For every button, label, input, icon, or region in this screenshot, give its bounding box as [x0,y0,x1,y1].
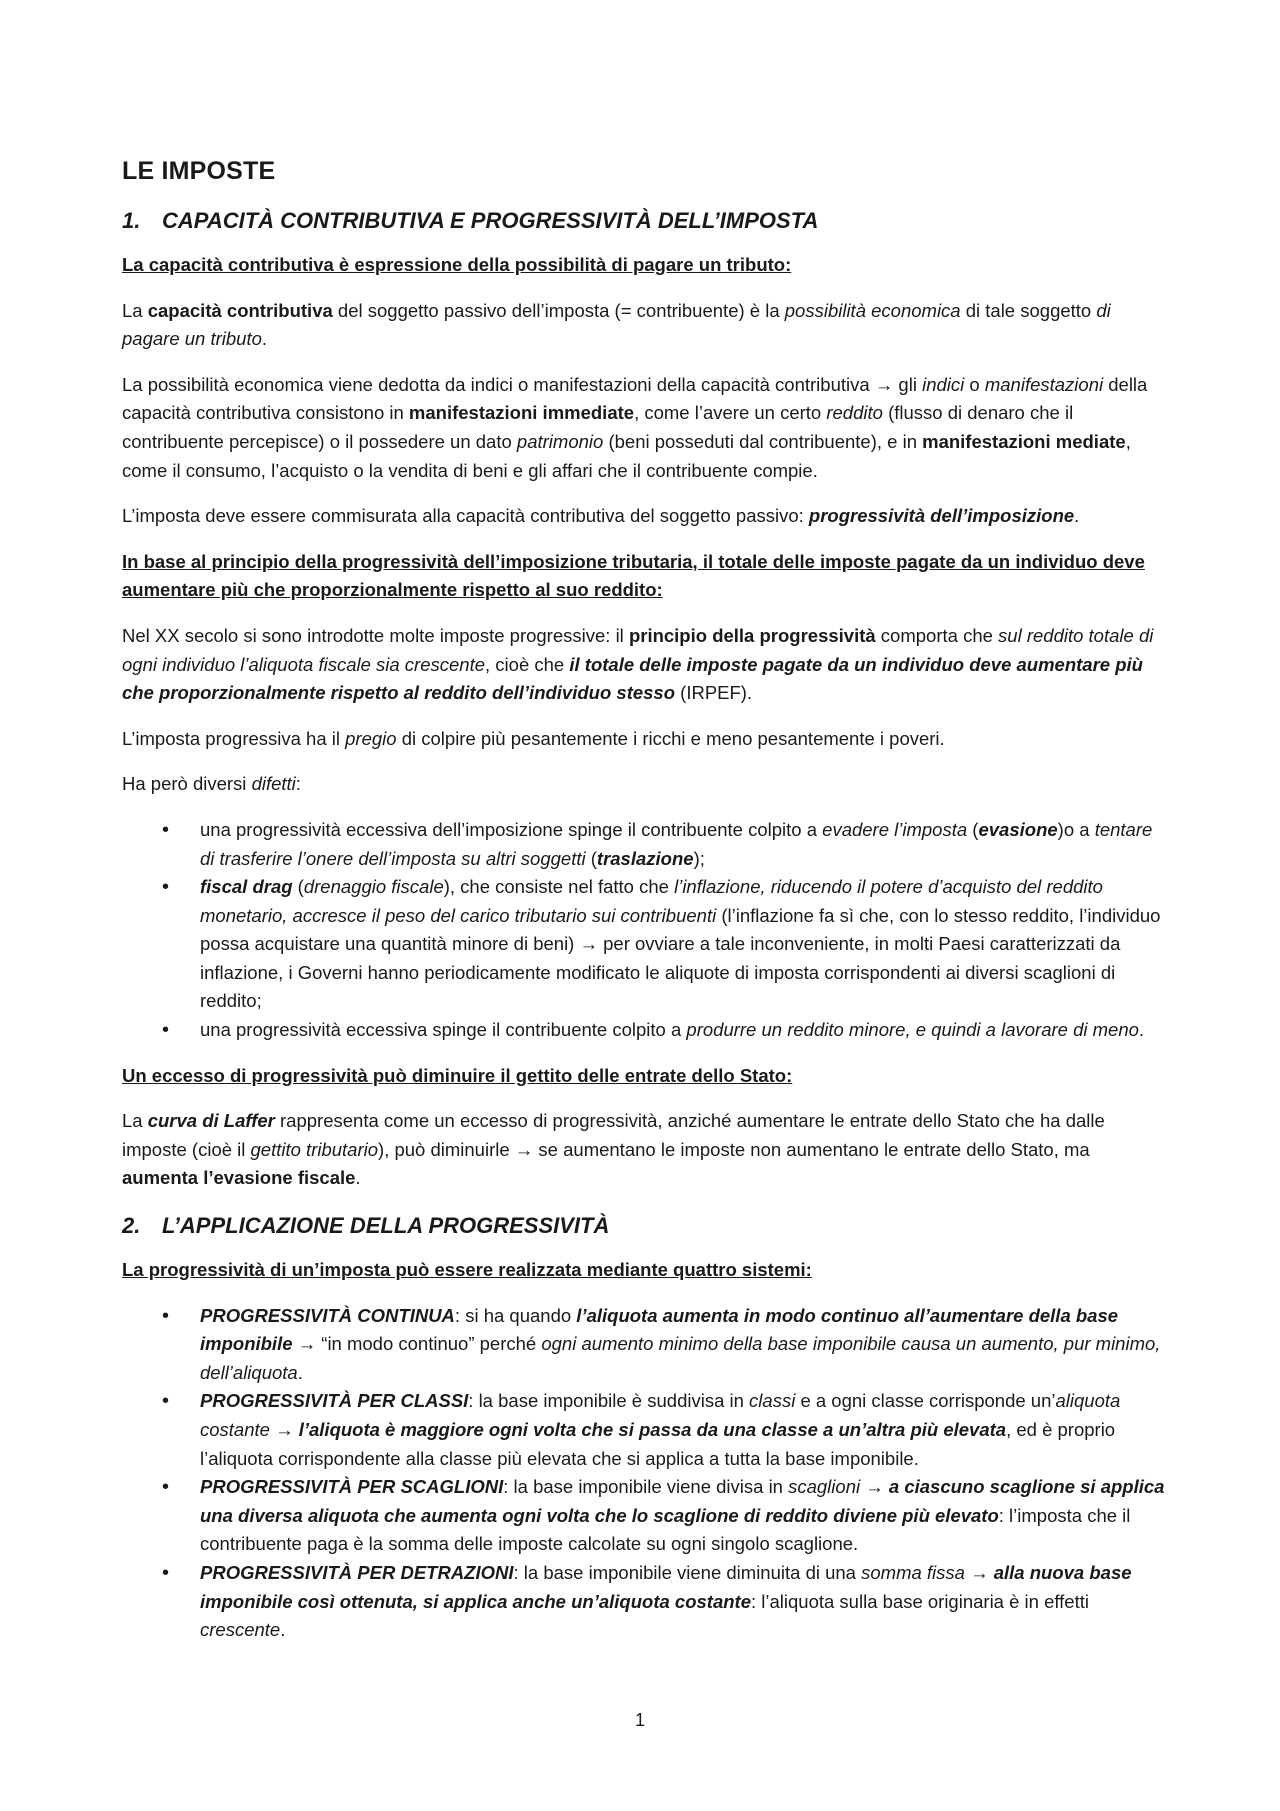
section-1-number: 1. [122,208,141,233]
arrow-icon: → [970,1561,989,1583]
paragraph-difetti: Ha però diversi difetti: [122,773,301,795]
arrow-icon: → [874,373,894,395]
list-item: • PROGRESSIVITÀ PER SCAGLIONI: la base imponibile viene divisa in scaglioni → a ciascuno scaglione si applica una diversa aliquota che aumenta ogni volta che lo scaglione di reddito diviene più elevato: l’imposta che il contribuente paga è la somma delle imposte calcolate su ogni singolo scaglione. [122,1473,1167,1559]
subheading-sistemi: La progressività di un’imposta può essere realizzata mediante quattro sistemi: [122,1259,812,1281]
subheading-eccesso: Un eccesso di progressività può diminuire il gettito delle entrate dello Stato: [122,1064,793,1086]
subheading-principio: In base al principio della progressività dell’imposizione tributaria, il totale delle imposte pagate da un individuo deve aumentare più che proporzionalmente rispetto al suo reddito: [122,550,1145,601]
list-item: • fiscal drag (drenaggio fiscale), che consiste nel fatto che l’inflazione, riducendo il potere d’acquisto del reddito monetario, accresce il peso del carico tributario sui contribuenti (l’inflazione fa sì che, con lo stesso reddito, l’individuo possa acquistare una quantità minore di beni) → per ovviare a tale inconveniente, in molti Paesi caratterizzati da inflazione, i Governi hanno periodicamente modificato le aliquote di imposta corrispondenti ai diversi scaglioni di reddito; [122,873,1167,1016]
difetti-list [122,816,1167,1045]
arrow-icon: → [514,1138,534,1160]
section-2-title: L’APPLICAZIONE DELLA PROGRESSIVITÀ [162,1213,610,1239]
arrow-icon: → [297,1333,317,1355]
arrow-icon: → [579,933,598,955]
subheading-capacita: La capacità contributiva è espressione della possibilità di pagare un tributo: [122,254,792,275]
document-title: LE IMPOSTE [122,157,276,185]
section-2-number: 2. [122,1213,141,1239]
list-item: • una progressività eccessiva dell’imposizione spinge il contribuente colpito a evadere l’imposta (evasione)o a tentare di trasferire l’onere dell’imposta su altri soggetti (traslazione); [122,816,1167,873]
list-item: • PROGRESSIVITÀ PER CLASSI: la base imponibile è suddivisa in classi e a ogni classe corrisponde un’aliquota costante → l’aliquota è maggiore ogni volta che si passa da una classe a un’altra più elevata, ed è proprio l’aliquota corrispondente alla classe più elevata che si applica a tutta la base imponibile. [122,1387,1167,1473]
list-item: • una progressività eccessiva spinge il contribuente colpito a produrre un reddito minore, e quindi a lavorare di meno. [122,1016,1167,1045]
page-content [122,154,1167,1662]
list-item: • PROGRESSIVITÀ PER DETRAZIONI: la base imponibile viene diminuita di una somma fissa → alla nuova base imponibile così ottenuta, si applica anche un’aliquota costante: l’aliquota sulla base originaria è in effetti crescente. [122,1559,1167,1645]
arrow-icon: → [275,1419,294,1440]
list-item: • PROGRESSIVITÀ CONTINUA: si ha quando l’aliquota aumenta in modo continuo all’aumentare della base imponibile → “in modo continuo” perché ogni aumento minimo della base imponibile causa un aumento, pur minimo, dell’aliquota. [122,1302,1167,1388]
paragraph-pregio: L’imposta progressiva ha il pregio di colpire più pesantemente i ricchi e meno pesantemente i poveri. [122,727,945,749]
section-1-heading [122,205,1167,237]
paragraph-xx-secolo: Nel XX secolo si sono introdotte molte imposte progressive: il principio della progressività comporta che sul reddito totale di ogni individuo l’aliquota fiscale sia crescente, cioè che il totale delle imposte pagate da un individuo deve aumentare più che proporzionalmente rispetto al reddito dell’individuo stesso (IRPEF). [122,624,1154,704]
arrow-icon: → [865,1476,884,1498]
page-number: 1 [634,1710,645,1730]
paragraph-commisurata: L’imposta deve essere commisurata alla capacità contributiva del soggetto passivo: progressività dell’imposizione. [122,505,1080,527]
paragraph-indici: La possibilità economica viene dedotta da indici o manifestazioni della capacità contributiva → gli indici o manifestazioni della capacità contributiva consistono in manifestazioni immediate, come l’avere un certo reddito (flusso di denaro che il contribuente percepisce) o il possedere un dato patrimonio (beni posseduti dal contribuente), e in manifestazioni mediate, come il consumo, l’acquisto o la vendita di beni e gli affari che il contribuente compie. [122,373,1148,481]
sistemi-list [122,1302,1167,1645]
paragraph-capacita: La capacità contributiva del soggetto passivo dell’imposta (= contribuente) è la possibilità economica di tale soggetto di pagare un tributo. [122,299,1111,350]
section-2-heading [122,1210,1167,1242]
paragraph-laffer: La curva di Laffer rappresenta come un eccesso di progressività, anziché aumentare le entrate dello Stato che ha dalle imposte (cioè il gettito tributario), può diminuirle → se aumentano le imposte non aumentano le entrate dello Stato, ma aumenta l’evasione fiscale. [122,1110,1105,1189]
section-1-title: CAPACITÀ CONTRIBUTIVA E PROGRESSIVITÀ DELL’IMPOSTA [162,208,819,233]
